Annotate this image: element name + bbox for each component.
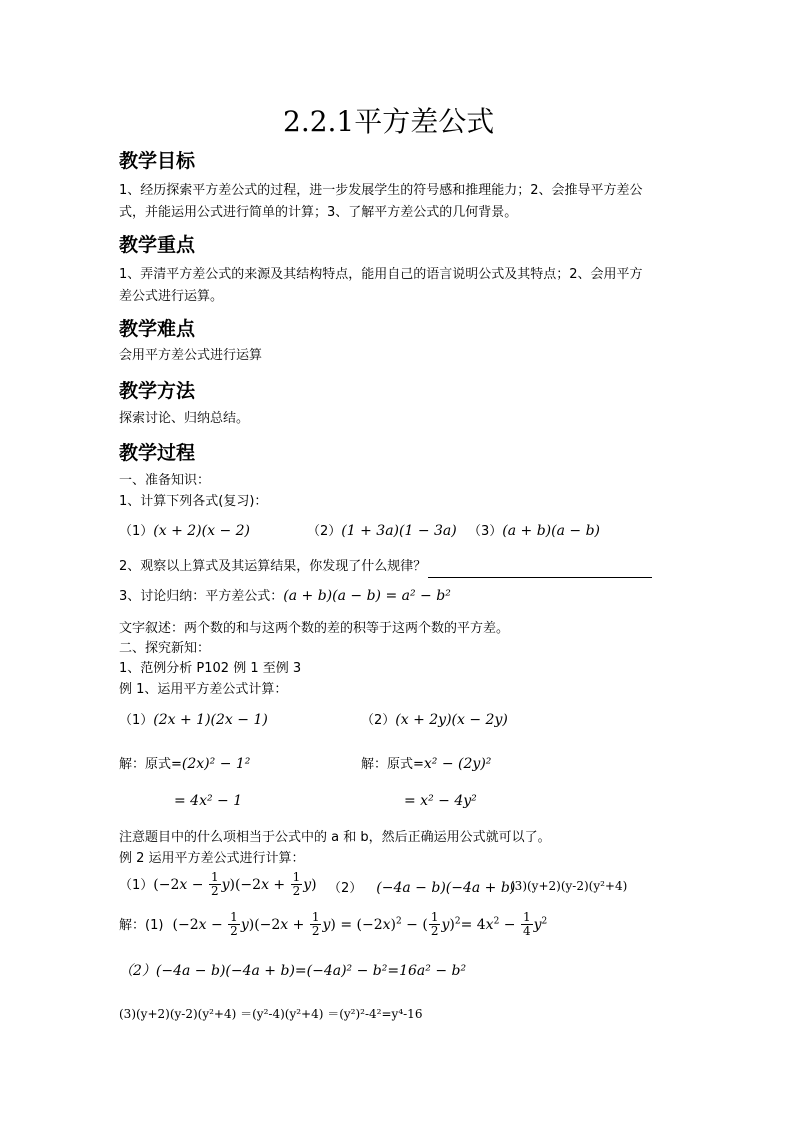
difficulty-text: 会用平方差公式进行运算 — [119, 348, 263, 363]
fraction-half: $\frac{1}{2}$ — [311, 910, 320, 938]
example-1-left-step-2: = 4x² − 1 — [174, 793, 243, 809]
example-1-left-solution-prefix: 解：原式= — [119, 757, 182, 772]
example-1-right — [361, 709, 508, 732]
key-heading: 教学重点 — [119, 234, 196, 256]
question-3-prefix: 3、讨论归纳：平方差公式： — [119, 589, 284, 604]
goal-heading: 教学目标 — [119, 150, 196, 172]
difference-of-squares-formula: (a + b)(a − b) = a² − b² — [283, 588, 451, 604]
solution-label: 解：(1) — [119, 918, 164, 933]
explore-heading: 二、探究新知： — [119, 641, 211, 656]
example-2-title: 例 2 运用平方差公式进行计算： — [119, 851, 305, 866]
example-2-label-1: （1） — [119, 878, 154, 893]
note-text: 注意题目中的什么项相当于公式中的 a 和 b，然后正确运用公式就可以了。 — [119, 830, 551, 845]
example-2-label-2: （2） — [328, 881, 363, 896]
question-3 — [119, 585, 451, 608]
q1-item-2-expr: (1 + 3a)(1 − 3a) — [341, 523, 457, 539]
difficulty-heading: 教学难点 — [119, 318, 196, 340]
q1-item-3 — [468, 520, 600, 543]
example-1-title: 例 1、运用平方差公式计算： — [119, 682, 288, 697]
prep-heading: 一、准备知识： — [119, 473, 211, 488]
example-intro: 1、范例分析 P102 例 1 至例 3 — [119, 661, 302, 676]
question-2-text: 2、观察以上算式及其运算结果，你发现了什么规律？ — [119, 559, 427, 574]
key-text-line-2: 差公式进行运算。 — [119, 289, 224, 304]
goal-text-line-1: 1、经历探索平方差公式的过程，进一步发展学生的符号感和推理能力；2、会推导平方差公 — [119, 183, 643, 198]
answer-blank — [428, 563, 652, 578]
q1-item-3-expr: (a + b)(a − b) — [502, 523, 601, 539]
fraction-half: $\frac{1}{2}$ — [210, 870, 219, 898]
example-2-solution-2-text: （2）(−4a − b)(−4a + b)=(−4a)² − b²=16a² − b² — [119, 963, 467, 979]
question-2 — [119, 555, 652, 578]
example-1-right-expr: (x + 2y)(x − 2y) — [395, 712, 508, 728]
question-1: 1、计算下列各式(复习)： — [119, 494, 268, 509]
fraction-half: $\frac{1}{2}$ — [230, 910, 238, 938]
q1-item-1-expr: (x + 2)(x − 2) — [153, 523, 250, 539]
goal-text-line-2: 式，并能运用公式进行简单的计算；3、了解平方差公式的几何背景。 — [119, 205, 518, 220]
q1-item-2 — [307, 520, 457, 543]
q1-item-1-label: （1） — [119, 524, 154, 539]
example-1-right-step-2: = x² − 4y² — [404, 793, 477, 809]
example-2-item-3: (3)(y+2)(y-2)(y²+4) — [510, 879, 628, 893]
example-1-right-solution — [361, 753, 491, 776]
example-1-left-step-1: (2x)² − 1² — [181, 756, 251, 772]
q1-item-1 — [119, 520, 250, 543]
fraction-half: $\frac{1}{2}$ — [430, 910, 439, 938]
method-text: 探索讨论、归纳总结。 — [119, 411, 250, 426]
process-heading: 教学过程 — [119, 442, 196, 464]
example-2-item-2 — [328, 877, 515, 900]
method-heading: 教学方法 — [119, 380, 196, 402]
example-1-left-expr: (2x + 1)(2x − 1) — [153, 712, 268, 728]
example-1-right-solution-prefix: 解：原式= — [361, 757, 424, 772]
page-title: 2.2.1平方差公式 — [283, 105, 495, 138]
example-1-right-label: （2） — [361, 713, 396, 728]
example-2-solution-3: (3)(y+2)(y-2)(y²+4) ＝(y²-4)(y²+4) ＝(y²)²-4²=y⁴-16 — [119, 1007, 423, 1021]
fraction-half: $\frac{1}{2}$ — [292, 870, 301, 898]
key-text-line-1: 1、弄清平方差公式的来源及其结构特点，能用自己的语言说明公式及其特点；2、会用平方 — [119, 267, 643, 282]
example-2-item-1: （1）(−2x − $\frac{1}{2}$ y)(−2x + $\frac{1}{2}$ y) — [119, 870, 317, 898]
fraction-quarter: $\frac{1}{4}$ — [522, 910, 531, 938]
q1-item-2-label: （2） — [307, 524, 342, 539]
example-1-right-step-1: x² − (2y)² — [423, 756, 492, 772]
example-1-left-label: （1） — [119, 713, 154, 728]
example-2-solution-2 — [119, 960, 466, 980]
example-1-left — [119, 709, 268, 732]
word-description: 文字叙述：两个数的和与这两个数的差的积等于这两个数的平方差。 — [119, 621, 510, 636]
example-1-left-solution — [119, 753, 250, 776]
example-2-solution-1: 解：(1) (−2x − $\frac{1}{2}$ y)(−2x + $\frac{1}{2}$ $y) = (-2x)^2$ − ( $\frac{1}{2}$ $y)^2= 4x^2$ − $\frac{1}{4}$ $y^2$ — [119, 910, 548, 938]
q1-item-3-label: （3） — [468, 524, 503, 539]
example-2-item-2-expr: (−4a − b)(−4a + b) — [376, 880, 516, 896]
